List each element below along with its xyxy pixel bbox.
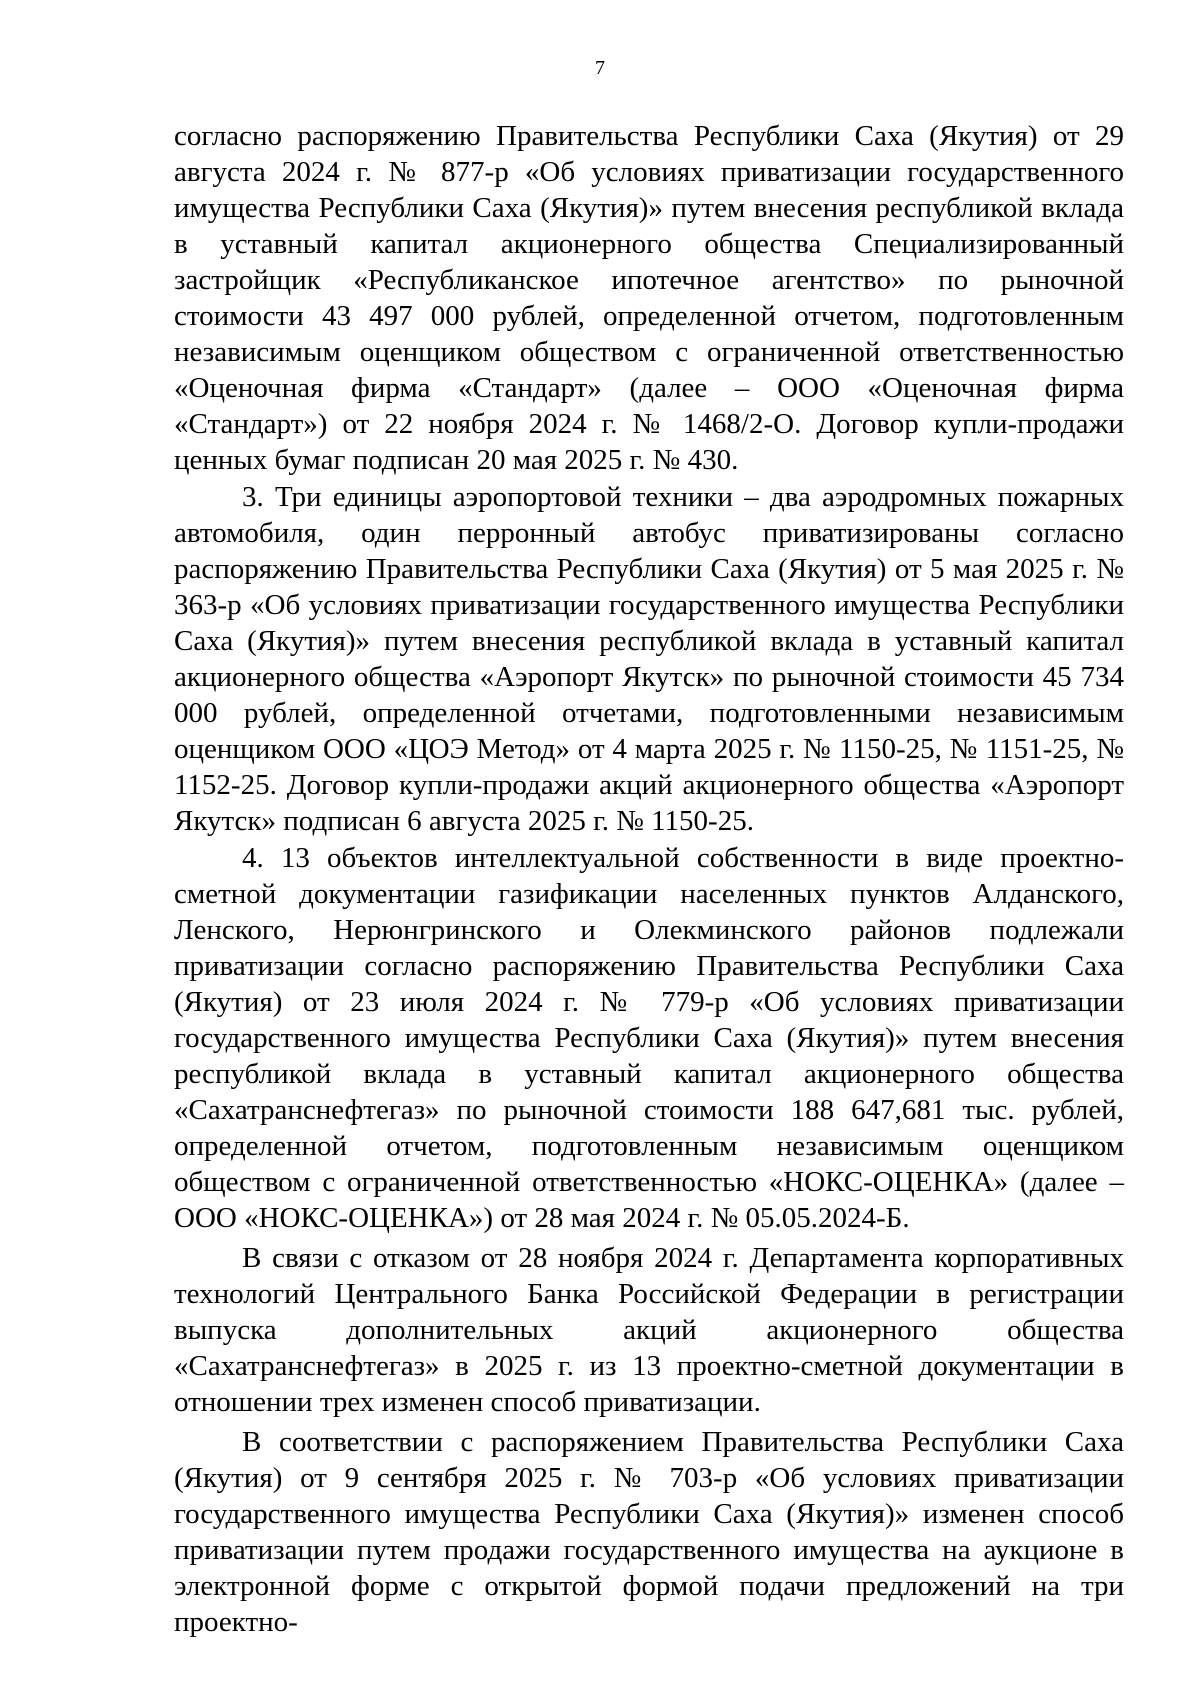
- paragraph-item-3: 3. Три единицы аэропортовой техники – два аэродромных пожарных автомобиля, один перронный автобус приватизированы согласно распоряжению Правительства Республики Саха (Якутия) от 5 мая 2025 г. № 363-р «Об условиях приватизации государственного имущества Республики Саха (Якутия)» путем внесения республикой вклада в уставный капитал акционерного общества «Аэропорт Якутск» по рыночной стоимости 45 734 000 рублей, определенной отчетами, подготовленными независимым оценщиком ООО «ЦОЭ Метод» от 4 марта 2025 г. № 1150-25, № 1151-25, № 1152-25. Договор купли-продажи акций акционерного общества «Аэропорт Якутск» подписан 6 августа 2025 г. № 1150-25.: [174, 481, 1124, 837]
- paragraph-refusal: В связи с отказом от 28 ноября 2024 г. Департамента корпоративных технологий Центрального Банка Российской Федерации в регистрации выпуска дополнительных акций акционерного общества «Сахатранснефтегаз» в 2025 г. из 13 проектно-сметной документации в отношении трех изменен способ приватизации.: [174, 1242, 1124, 1418]
- paragraph-continuation: согласно распоряжению Правительства Республики Саха (Якутия) от 29 августа 2024 г. № 877-р «Об условиях приватизации государственного имущества Республики Саха (Якутия)» путем внесения республикой вклада в уставный капитал акционерного общества Специализированный застройщик «Республиканское ипотечное агентство» по рыночной стоимости 43 497 000 рублей, определенной отчетом, подготовленным независимым оценщиком обществом с ограниченной ответственностью «Оценочная фирма «Стандарт» (далее – ООО «Оценочная фирма «Стандарт») от 22 ноября 2024 г. № 1468/2-О. Договор купли-продажи ценных бумаг подписан 20 мая 2025 г. № 430.: [174, 120, 1124, 476]
- paragraph-method-change: В соответствии с распоряжением Правительства Республики Саха (Якутия) от 9 сентября 2025 г. № 703-р «Об условиях приватизации государственного имущества Республики Саха (Якутия)» изменен способ приватизации путем продажи государственного имущества на аукционе в электронной форме с открытой формой подачи предложений на три проектно-: [174, 1426, 1124, 1638]
- paragraph-item-4: 4. 13 объектов интеллектуальной собственности в виде проектно-сметной документации газификации населенных пунктов Алданского, Ленского, Нерюнгринского и Олекминского районов подлежали приватизации согласно распоряжению Правительства Республики Саха (Якутия) от 23 июля 2024 г. № 779-р «Об условиях приватизации государственного имущества Республики Саха (Якутия)» путем внесения республикой вклада в уставный капитал акционерного общества «Сахатранснефтегаз» по рыночной стоимости 188 647,681 тыс. рублей, определенной отчетом, подготовленным независимым оценщиком обществом с ограниченной ответственностью «НОКС-ОЦЕНКА» (далее – ООО «НОКС-ОЦЕНКА») от 28 мая 2024 г. № 05.05.2024-Б.: [174, 842, 1124, 1234]
- document-body: [174, 118, 1124, 1640]
- page-number: 7: [595, 57, 605, 79]
